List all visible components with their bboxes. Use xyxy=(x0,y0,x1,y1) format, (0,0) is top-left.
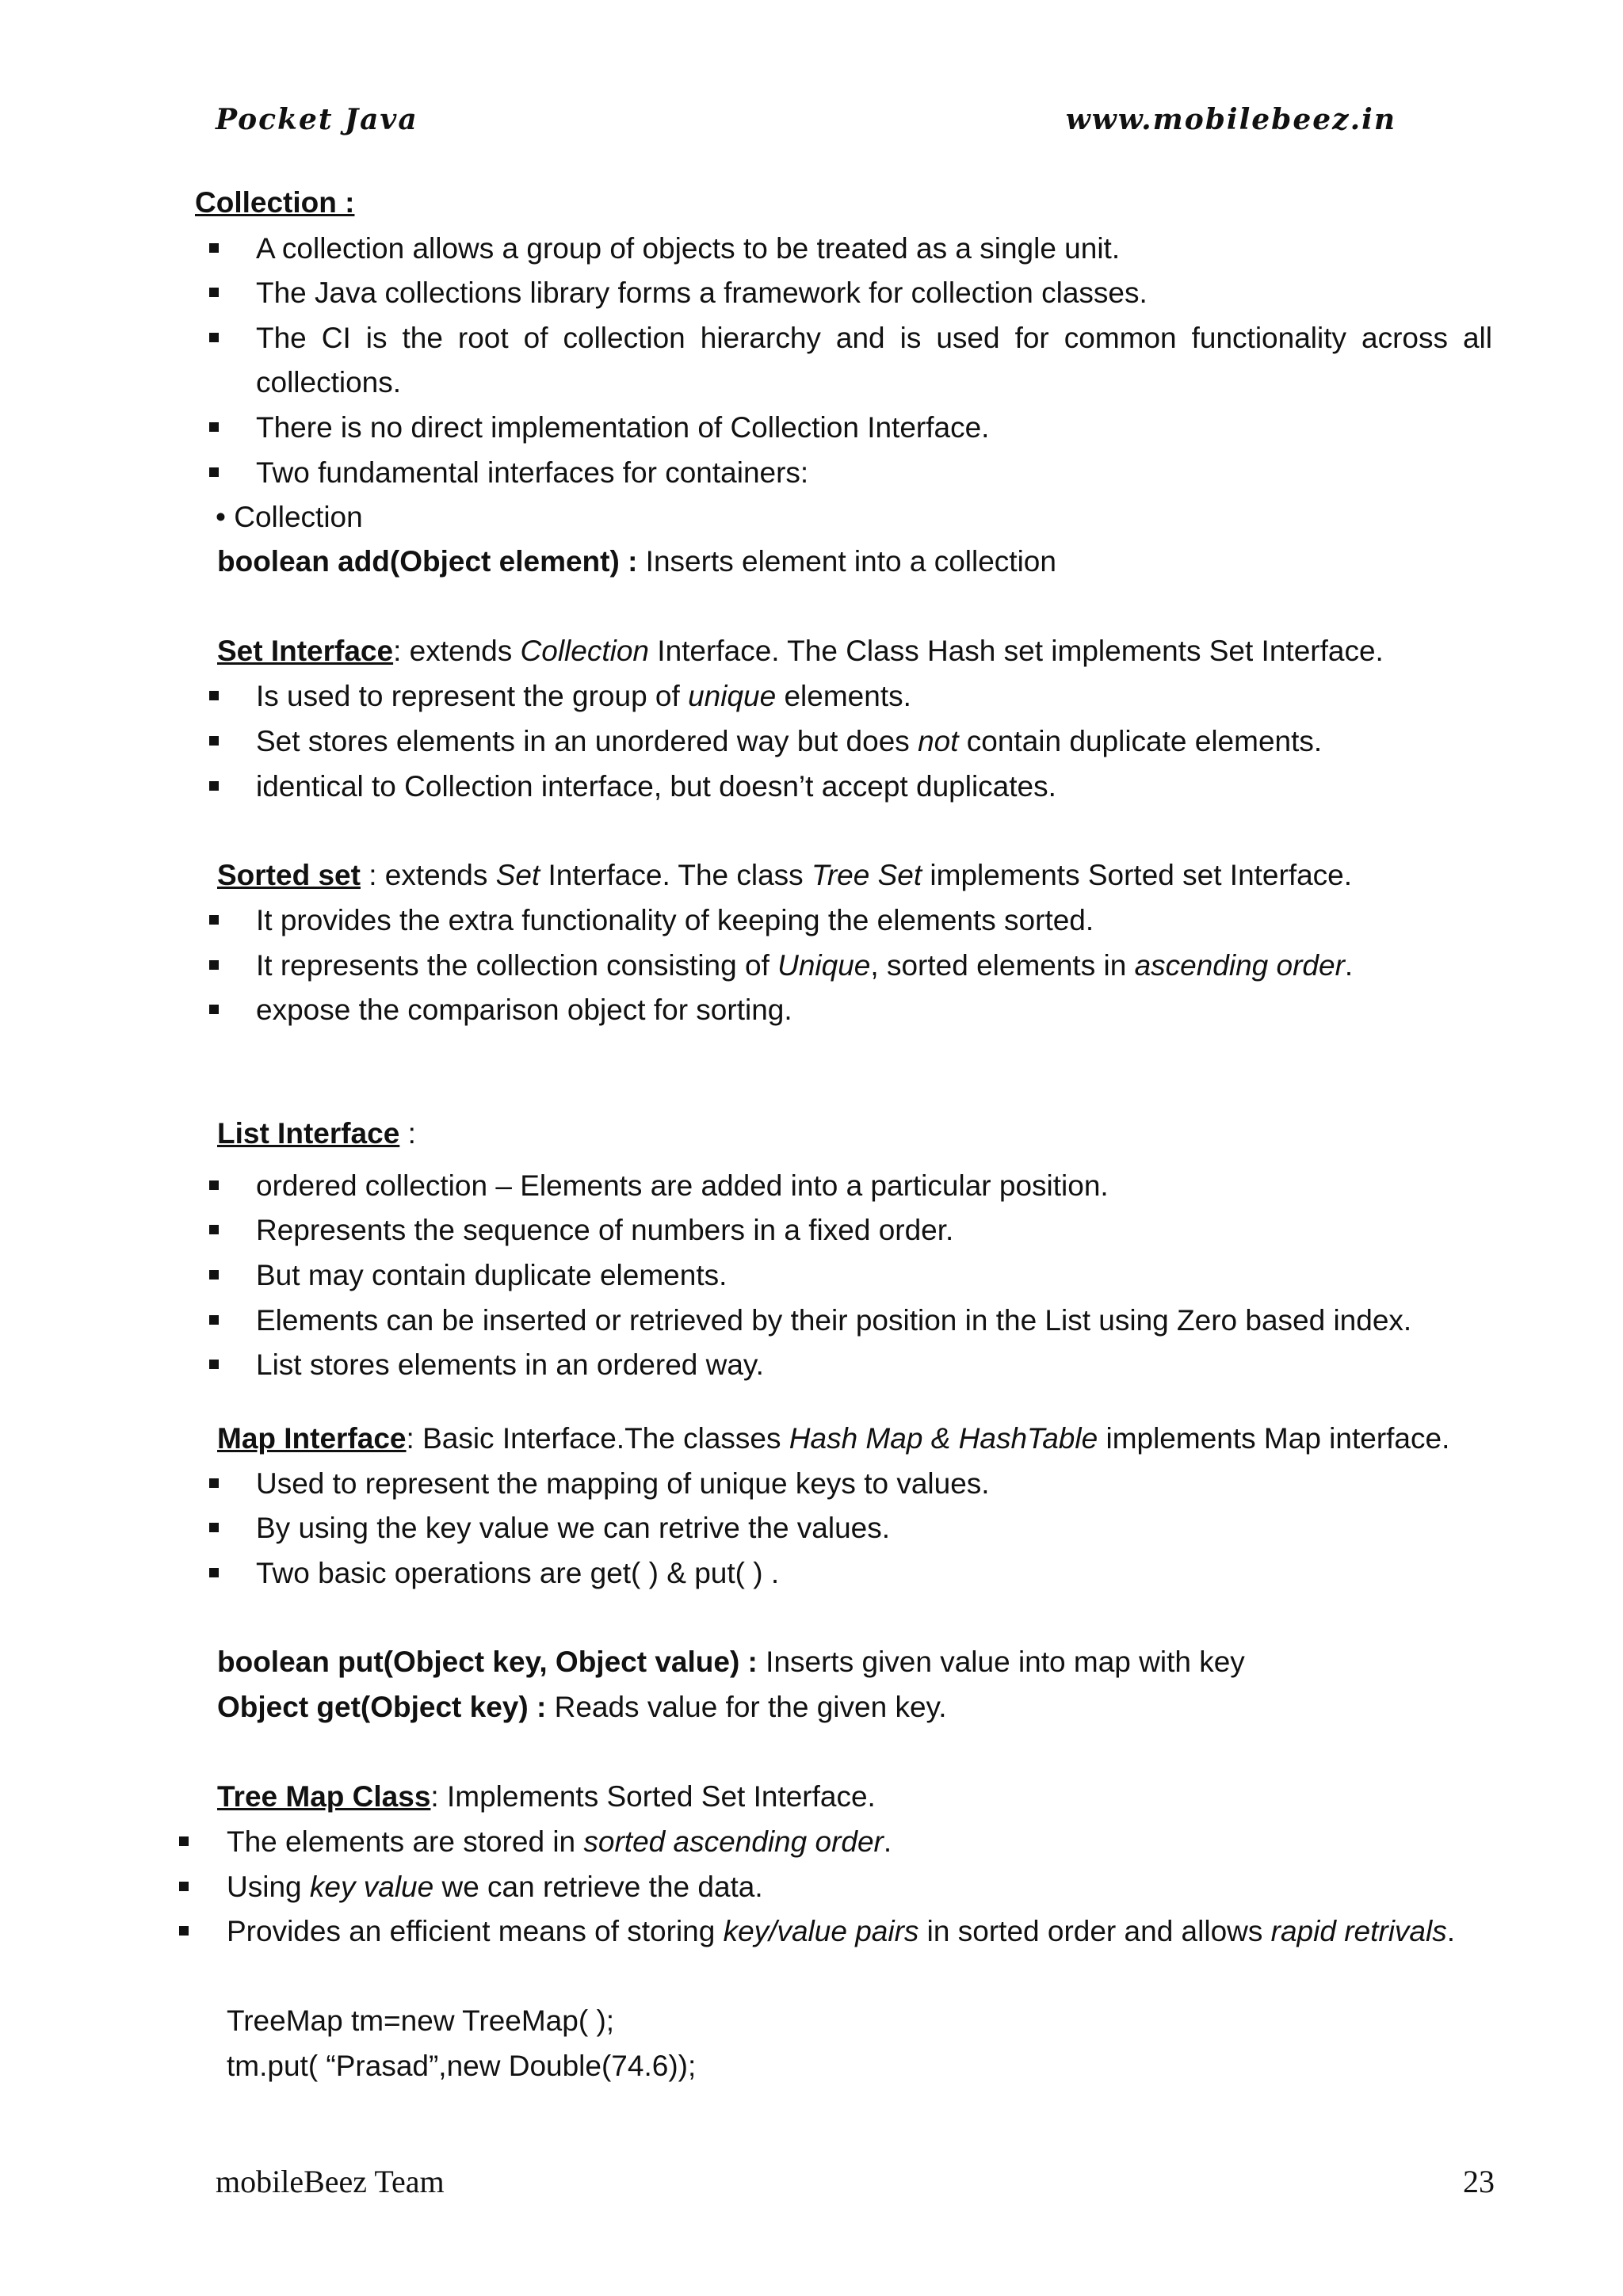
bullet-marker xyxy=(179,1836,189,1846)
bullet-marker xyxy=(209,781,219,791)
text: in sorted order and allows xyxy=(918,1915,1271,1947)
collection-bullet-4: There is no direct implementation of Collection Interface. xyxy=(256,411,990,444)
text: not xyxy=(918,725,959,757)
set-interface-heading: Set Interface xyxy=(217,635,394,667)
collection-bullet-2: The Java collections library forms a framework for collection classes. xyxy=(256,277,1148,309)
text: Unique xyxy=(777,949,871,982)
map-interface-intro xyxy=(217,1421,1449,1457)
text: we can retrieve the data. xyxy=(433,1871,763,1903)
bullet-marker xyxy=(179,1926,189,1936)
text: Interface. The class xyxy=(540,859,812,891)
list-interface-heading: List Interface xyxy=(217,1117,400,1150)
text: elements. xyxy=(776,680,911,712)
collection-add-method xyxy=(217,543,1056,580)
tree-map-bullet-1 xyxy=(227,1824,892,1860)
text: : Basic Interface.The classes xyxy=(406,1422,789,1455)
sorted-set-heading: Sorted set xyxy=(217,859,361,891)
tree-map-intro xyxy=(217,1779,876,1815)
text: : Implements Sorted Set Interface. xyxy=(430,1780,876,1813)
collection-bullet-5: Two fundamental interfaces for containers: xyxy=(256,456,809,489)
tree-map-heading: Tree Map Class xyxy=(217,1780,431,1813)
bullet-marker xyxy=(209,422,219,432)
set-interface-intro xyxy=(217,633,1384,669)
list-bullet-1: ordered collection – Elements are added into a particular position. xyxy=(256,1169,1109,1202)
bullet-marker xyxy=(209,333,219,342)
collection-bullet-1: A collection allows a group of objects to be treated as a single unit. xyxy=(256,232,1121,265)
text: . xyxy=(883,1825,892,1858)
text: Hash Map & HashTable xyxy=(789,1422,1098,1455)
bullet-marker xyxy=(209,1360,219,1369)
list-bullet-5: List stores elements in an ordered way. xyxy=(256,1348,764,1381)
text: ascending order xyxy=(1134,949,1345,982)
bullet-marker xyxy=(209,1478,219,1488)
method-description: Reads value for the given key. xyxy=(546,1691,947,1723)
method-description: Inserts given value into map with key xyxy=(757,1646,1245,1678)
sorted-set-bullet-2 xyxy=(256,948,1353,984)
bullet-marker xyxy=(209,960,219,970)
text: sorted ascending order xyxy=(583,1825,884,1858)
text: It represents the collection consisting of xyxy=(256,949,778,982)
text: Set stores elements in an unordered way but does xyxy=(256,725,918,757)
tree-map-bullet-2 xyxy=(227,1869,763,1905)
map-bullet-3: Two basic operations are get( ) & put( ) . xyxy=(256,1557,780,1589)
set-bullet-2 xyxy=(256,723,1322,760)
text: implements Map interface. xyxy=(1098,1422,1450,1455)
collection-sub-item: • Collection xyxy=(216,501,363,533)
set-bullet-3: identical to Collection interface, but doesn’t accept duplicates. xyxy=(256,770,1056,803)
text: Tree Set xyxy=(811,859,922,891)
map-bullet-2: By using the key value we can retrive the values. xyxy=(256,1512,891,1544)
footer-team: mobileBeez Team xyxy=(216,2164,445,2199)
method-signature: boolean add(Object element) : xyxy=(217,545,638,578)
bullet-marker xyxy=(209,1568,219,1577)
method-signature: boolean put(Object key, Object value) : xyxy=(217,1646,758,1678)
list-bullet-2: Represents the sequence of numbers in a fixed order. xyxy=(256,1214,954,1246)
text: Interface. The Class Hash set implements Set Interface. xyxy=(649,635,1384,667)
set-bullet-1 xyxy=(256,678,911,715)
page-number: 23 xyxy=(1463,2164,1495,2199)
bullet-marker xyxy=(209,736,219,746)
list-interface-intro xyxy=(217,1116,416,1152)
text: rapid retrivals xyxy=(1270,1915,1447,1947)
list-bullet-3: But may contain duplicate elements. xyxy=(256,1259,727,1291)
text: key value xyxy=(309,1871,434,1903)
collection-bullet-3: The CI is the root of collection hierarchy and is used for common functionality across all xyxy=(256,322,1492,354)
bullet-marker xyxy=(209,1180,219,1190)
text: . xyxy=(1344,949,1354,982)
text: The elements are stored in xyxy=(227,1825,584,1858)
text: Provides an efficient means of storing xyxy=(227,1915,724,1947)
bullet-marker xyxy=(209,691,219,700)
bullet-marker xyxy=(209,243,219,253)
bullet-marker xyxy=(209,1270,219,1280)
bullet-marker xyxy=(209,1315,219,1325)
text: Using xyxy=(227,1871,310,1903)
text: contain duplicate elements. xyxy=(958,725,1323,757)
bullet-marker xyxy=(209,1523,219,1532)
text: Collection xyxy=(520,635,650,667)
code-line-2: tm.put( “Prasad”,new Double(74.6)); xyxy=(227,2050,697,2082)
bullet-marker xyxy=(209,915,219,925)
collection-bullet-3-cont: collections. xyxy=(256,366,402,399)
text: : extends xyxy=(393,635,521,667)
text: , sorted elements in xyxy=(870,949,1135,982)
text: Is used to represent the group of xyxy=(256,680,689,712)
bullet-marker xyxy=(179,1882,189,1891)
method-description: Inserts element into a collection xyxy=(637,545,1056,578)
text: . xyxy=(1446,1915,1456,1947)
sorted-set-bullet-1: It provides the extra functionality of keeping the elements sorted. xyxy=(256,904,1094,936)
text: : xyxy=(399,1117,416,1150)
text: unique xyxy=(688,680,777,712)
method-signature: Object get(Object key) : xyxy=(217,1691,547,1723)
bullet-marker xyxy=(209,1005,219,1014)
list-bullet-4: Elements can be inserted or retrieved by their position in the List using Zero based index. xyxy=(256,1304,1412,1337)
bullet-marker xyxy=(209,288,219,297)
bullet-marker xyxy=(209,467,219,477)
sorted-set-intro xyxy=(217,857,1352,894)
code-line-1: TreeMap tm=new TreeMap( ); xyxy=(227,2004,615,2037)
text: Set xyxy=(495,859,540,891)
map-interface-heading: Map Interface xyxy=(217,1422,407,1455)
collection-heading: Collection : xyxy=(195,186,355,219)
text: key/value pairs xyxy=(723,1915,919,1947)
text: : extends xyxy=(360,859,496,891)
header-title: Pocket Java xyxy=(216,103,418,136)
text: implements Sorted set Interface. xyxy=(922,859,1353,891)
map-get-method xyxy=(217,1689,947,1726)
sorted-set-bullet-3: expose the comparison object for sorting. xyxy=(256,994,792,1026)
map-bullet-1: Used to represent the mapping of unique keys to values. xyxy=(256,1467,990,1500)
tree-map-bullet-3 xyxy=(227,1913,1455,1950)
bullet-marker xyxy=(209,1225,219,1234)
map-put-method xyxy=(217,1644,1245,1680)
header-url: www.mobilebeez.in xyxy=(1065,103,1396,136)
